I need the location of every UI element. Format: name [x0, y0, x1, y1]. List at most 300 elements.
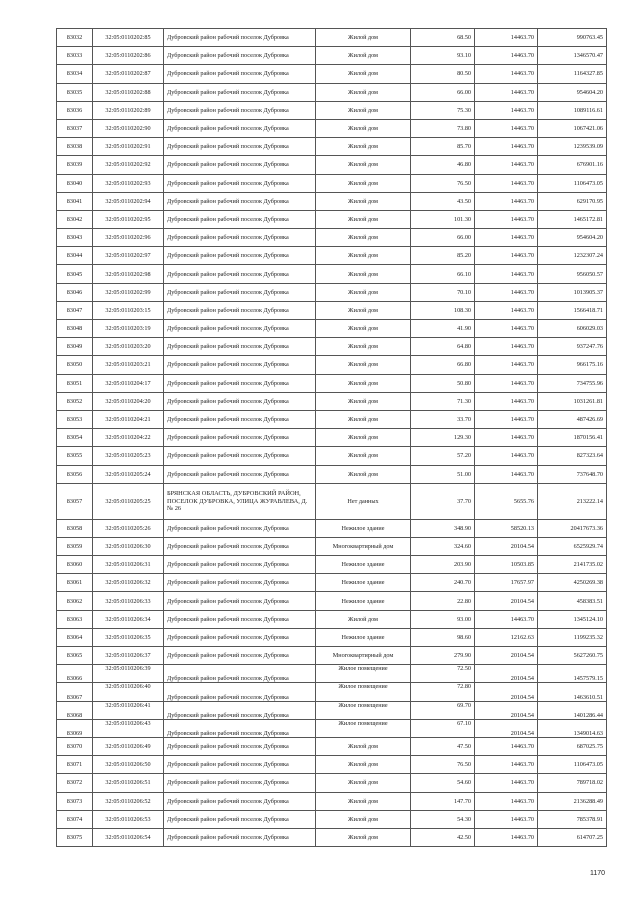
cell-object-type: Жилой дом: [316, 610, 411, 628]
cell-cadastral-value: 4250269.38: [538, 574, 607, 592]
cell-row-number: 83039: [57, 156, 93, 174]
cell-specific-value: 58520.13: [475, 519, 538, 537]
cell-object-type: Нежилое здание: [316, 519, 411, 537]
cell-row-number: 83037: [57, 119, 93, 137]
cell-row-number: 83075: [57, 828, 93, 846]
cell-area: 43.50: [411, 192, 475, 210]
table-row: [57, 301, 607, 319]
cell-object-type: Жилой дом: [316, 792, 411, 810]
cell-row-number: 83051: [57, 374, 93, 392]
cell-row-number: 83036: [57, 101, 93, 119]
cell-row-number: 83054: [57, 429, 93, 447]
table-row: [57, 810, 607, 828]
cell-object-type: Многоквартирный дом: [316, 537, 411, 555]
cell-specific-value: 14463.70: [475, 338, 538, 356]
cell-row-number: 83052: [57, 392, 93, 410]
cell-cadastral-number: 32:05:0110206:51: [93, 774, 164, 792]
cell-object-type: Жилой дом: [316, 828, 411, 846]
cell-object-type: Нежилое здание: [316, 574, 411, 592]
cell-specific-value: 20104.54: [475, 665, 538, 683]
table-row: [57, 683, 607, 701]
cell-area: 76.50: [411, 174, 475, 192]
cell-cadastral-value: 676901.16: [538, 156, 607, 174]
cell-object-type: Жилой дом: [316, 301, 411, 319]
cell-cadastral-value: 614707.25: [538, 828, 607, 846]
cell-object-type: Жилой дом: [316, 465, 411, 483]
cell-cadastral-value: 687025.75: [538, 737, 607, 755]
cell-area: 129.30: [411, 429, 475, 447]
cell-cadastral-number: 32:05:0110202:87: [93, 65, 164, 83]
table-row: [57, 647, 607, 665]
cell-cadastral-value: 1349014.63: [538, 719, 607, 737]
cell-row-number: 83060: [57, 556, 93, 574]
cell-area: 67.10: [411, 719, 475, 737]
cell-cadastral-number: 32:05:0110206:41: [93, 701, 164, 719]
table-row: [57, 483, 607, 519]
table-body: [57, 29, 607, 847]
cell-cadastral-value: 6525929.74: [538, 537, 607, 555]
cell-cadastral-number: 32:05:0110202:96: [93, 229, 164, 247]
cell-address: Дубровский район рабочий поселок Дубровка: [164, 628, 316, 646]
cell-address: Дубровский район рабочий поселок Дубровка: [164, 737, 316, 755]
cell-cadastral-value: 2136288.49: [538, 792, 607, 810]
cell-cadastral-number: 32:05:0110202:88: [93, 83, 164, 101]
cell-cadastral-value: 990763.45: [538, 29, 607, 47]
cell-row-number: 83069: [57, 719, 93, 737]
cell-cadastral-value: 954604.20: [538, 83, 607, 101]
cell-object-type: Жилой дом: [316, 374, 411, 392]
cell-cadastral-value: 629170.95: [538, 192, 607, 210]
cell-area: 64.80: [411, 338, 475, 356]
cell-row-number: 83044: [57, 247, 93, 265]
cell-row-number: 83046: [57, 283, 93, 301]
table-row: [57, 774, 607, 792]
cell-area: 203.90: [411, 556, 475, 574]
cell-cadastral-value: 1346570.47: [538, 47, 607, 65]
cell-object-type: Нежилое здание: [316, 556, 411, 574]
cell-area: 46.80: [411, 156, 475, 174]
cell-address: Дубровский район рабочий поселок Дубровка: [164, 320, 316, 338]
cell-address: Дубровский район рабочий поселок Дубровка: [164, 192, 316, 210]
cell-address: Дубровский район рабочий поселок Дубровка: [164, 719, 316, 737]
cell-cadastral-number: 32:05:0110202:86: [93, 47, 164, 65]
cell-address: Дубровский район рабочий поселок Дубровка: [164, 47, 316, 65]
cell-object-type: Жилое помещение: [316, 665, 411, 683]
cell-object-type: Жилой дом: [316, 138, 411, 156]
cell-specific-value: 14463.70: [475, 119, 538, 137]
cell-address: Дубровский район рабочий поселок Дубровка: [164, 429, 316, 447]
table-row: [57, 519, 607, 537]
cell-cadastral-value: 487426.69: [538, 410, 607, 428]
cell-object-type: Жилой дом: [316, 83, 411, 101]
cell-cadastral-value: 1106473.05: [538, 756, 607, 774]
cell-specific-value: 17657.97: [475, 574, 538, 592]
cell-address: Дубровский район рабочий поселок Дубровка: [164, 283, 316, 301]
cell-row-number: 83033: [57, 47, 93, 65]
cell-cadastral-number: 32:05:0110204:22: [93, 429, 164, 447]
cell-area: 240.70: [411, 574, 475, 592]
cell-specific-value: 20104.54: [475, 701, 538, 719]
cell-cadastral-value: 1566418.71: [538, 301, 607, 319]
cell-specific-value: 5655.76: [475, 483, 538, 519]
cell-area: 108.30: [411, 301, 475, 319]
table-row: [57, 737, 607, 755]
cell-cadastral-value: 1013905.37: [538, 283, 607, 301]
cell-address: Дубровский район рабочий поселок Дубровка: [164, 119, 316, 137]
cell-address: Дубровский район рабочий поселок Дубровка: [164, 174, 316, 192]
table-row: [57, 628, 607, 646]
cell-specific-value: 14463.70: [475, 283, 538, 301]
cell-cadastral-value: 789718.02: [538, 774, 607, 792]
table-row: [57, 610, 607, 628]
cell-row-number: 83048: [57, 320, 93, 338]
cell-row-number: 83050: [57, 356, 93, 374]
cell-area: 68.50: [411, 29, 475, 47]
cell-cadastral-number: 32:05:0110205:26: [93, 519, 164, 537]
cell-cadastral-number: 32:05:0110204:20: [93, 392, 164, 410]
cell-address: Дубровский район рабочий поселок Дубровка: [164, 810, 316, 828]
table-row: [57, 592, 607, 610]
cell-area: 41.90: [411, 320, 475, 338]
cell-object-type: Жилой дом: [316, 65, 411, 83]
cell-row-number: 83065: [57, 647, 93, 665]
cell-object-type: Жилой дом: [316, 338, 411, 356]
cell-cadastral-number: 32:05:0110206:30: [93, 537, 164, 555]
cell-cadastral-number: 32:05:0110206:33: [93, 592, 164, 610]
cell-row-number: 83041: [57, 192, 93, 210]
cell-row-number: 83045: [57, 265, 93, 283]
cell-row-number: 83064: [57, 628, 93, 646]
cell-specific-value: 20104.54: [475, 683, 538, 701]
table-row: [57, 756, 607, 774]
table-row: [57, 138, 607, 156]
cell-cadastral-number: 32:05:0110206:40: [93, 683, 164, 701]
cell-object-type: Жилой дом: [316, 283, 411, 301]
table-row: [57, 156, 607, 174]
cell-object-type: Жилой дом: [316, 210, 411, 228]
table-row: [57, 65, 607, 83]
cell-cadastral-value: 458383.51: [538, 592, 607, 610]
cell-row-number: 83074: [57, 810, 93, 828]
table-row: [57, 29, 607, 47]
cell-specific-value: 14463.70: [475, 301, 538, 319]
cell-object-type: Жилой дом: [316, 192, 411, 210]
cell-area: 22.80: [411, 592, 475, 610]
cell-specific-value: 14463.70: [475, 83, 538, 101]
cell-area: 101.30: [411, 210, 475, 228]
cell-area: 93.00: [411, 610, 475, 628]
cell-address: Дубровский район рабочий поселок Дубровка: [164, 29, 316, 47]
cell-cadastral-value: 1067421.06: [538, 119, 607, 137]
cell-cadastral-value: 5627260.75: [538, 647, 607, 665]
table-row: [57, 283, 607, 301]
cell-specific-value: 14463.70: [475, 810, 538, 828]
cell-specific-value: 14463.70: [475, 374, 538, 392]
cell-address: Дубровский район рабочий поселок Дубровка: [164, 138, 316, 156]
cell-address: Дубровский район рабочий поселок Дубровка: [164, 701, 316, 719]
cell-area: 85.70: [411, 138, 475, 156]
cell-row-number: 83034: [57, 65, 93, 83]
table-row: [57, 792, 607, 810]
cell-row-number: 83047: [57, 301, 93, 319]
cell-specific-value: 14463.70: [475, 410, 538, 428]
cell-specific-value: 14463.70: [475, 138, 538, 156]
cell-area: 47.50: [411, 737, 475, 755]
cell-address: Дубровский район рабочий поселок Дубровка: [164, 774, 316, 792]
cell-area: 348.90: [411, 519, 475, 537]
cell-object-type: Жилой дом: [316, 119, 411, 137]
cell-specific-value: 14463.70: [475, 29, 538, 47]
table-row: [57, 719, 607, 737]
cell-object-type: Жилое помещение: [316, 719, 411, 737]
table-row: [57, 429, 607, 447]
cell-specific-value: 14463.70: [475, 174, 538, 192]
cell-address: Дубровский район рабочий поселок Дубровка: [164, 828, 316, 846]
cell-specific-value: 20104.54: [475, 647, 538, 665]
cell-area: 50.80: [411, 374, 475, 392]
cell-row-number: 83049: [57, 338, 93, 356]
table-row: [57, 119, 607, 137]
cell-row-number: 83040: [57, 174, 93, 192]
cell-object-type: Жилой дом: [316, 29, 411, 47]
cell-specific-value: 10503.85: [475, 556, 538, 574]
cell-area: 71.30: [411, 392, 475, 410]
cell-area: 57.20: [411, 447, 475, 465]
cell-object-type: Нежилое здание: [316, 628, 411, 646]
cell-specific-value: 14463.70: [475, 737, 538, 755]
cell-specific-value: 14463.70: [475, 792, 538, 810]
cell-cadastral-number: 32:05:0110202:89: [93, 101, 164, 119]
cell-specific-value: 14463.70: [475, 229, 538, 247]
cell-address: Дубровский район рабочий поселок Дубровка: [164, 247, 316, 265]
cell-specific-value: 14463.70: [475, 828, 538, 846]
cell-cadastral-number: 32:05:0110202:92: [93, 156, 164, 174]
cell-address: Дубровский район рабочий поселок Дубровка: [164, 210, 316, 228]
cell-area: 85.20: [411, 247, 475, 265]
cell-cadastral-value: 1239539.09: [538, 138, 607, 156]
cell-object-type: Жилой дом: [316, 229, 411, 247]
cell-cadastral-value: 1345124.10: [538, 610, 607, 628]
cell-specific-value: 20104.54: [475, 719, 538, 737]
table-row: [57, 465, 607, 483]
cell-cadastral-number: 32:05:0110206:37: [93, 647, 164, 665]
cell-area: 93.10: [411, 47, 475, 65]
cell-row-number: 83055: [57, 447, 93, 465]
cell-cadastral-value: 1465172.81: [538, 210, 607, 228]
cell-cadastral-number: 32:05:0110205:23: [93, 447, 164, 465]
cell-area: 54.30: [411, 810, 475, 828]
cell-address: Дубровский район рабочий поселок Дубровка: [164, 792, 316, 810]
cell-cadastral-number: 32:05:0110206:50: [93, 756, 164, 774]
cell-row-number: 83062: [57, 592, 93, 610]
cell-object-type: Многоквартирный дом: [316, 647, 411, 665]
cell-area: 66.00: [411, 229, 475, 247]
cell-cadastral-number: 32:05:0110203:15: [93, 301, 164, 319]
cell-cadastral-number: 32:05:0110202:90: [93, 119, 164, 137]
table-row: [57, 665, 607, 683]
page-number: 1170: [590, 870, 606, 877]
cell-area: 72.50: [411, 665, 475, 683]
cell-row-number: 83042: [57, 210, 93, 228]
table-row: [57, 701, 607, 719]
cell-object-type: Жилой дом: [316, 410, 411, 428]
cell-object-type: Нет данных: [316, 483, 411, 519]
cell-cadastral-value: 827323.64: [538, 447, 607, 465]
cell-row-number: 83073: [57, 792, 93, 810]
cell-row-number: 83056: [57, 465, 93, 483]
cell-address: БРЯНСКАЯ ОБЛАСТЬ, ДУБРОВСКИЙ РАЙОН, ПОСЕЛОК ДУБРОВКА, УЛИЦА ЖУРАВЛЕВА, Д. № 26: [164, 483, 316, 519]
table-row: [57, 356, 607, 374]
cell-cadastral-number: 32:05:0110205:25: [93, 483, 164, 519]
table-row: [57, 210, 607, 228]
cell-object-type: Жилой дом: [316, 47, 411, 65]
cell-specific-value: 14463.70: [475, 210, 538, 228]
cell-specific-value: 14463.70: [475, 610, 538, 628]
cell-cadastral-value: 1199235.32: [538, 628, 607, 646]
cell-row-number: 83067: [57, 683, 93, 701]
cell-address: Дубровский район рабочий поселок Дубровка: [164, 647, 316, 665]
cell-area: 80.50: [411, 65, 475, 83]
table-row: [57, 447, 607, 465]
cell-address: Дубровский район рабочий поселок Дубровка: [164, 665, 316, 683]
cell-address: Дубровский район рабочий поселок Дубровка: [164, 410, 316, 428]
cell-address: Дубровский район рабочий поселок Дубровка: [164, 537, 316, 555]
table-row: [57, 265, 607, 283]
cell-row-number: 83070: [57, 737, 93, 755]
cell-object-type: Жилой дом: [316, 356, 411, 374]
cell-object-type: Жилой дом: [316, 156, 411, 174]
cell-row-number: 83063: [57, 610, 93, 628]
cell-specific-value: 14463.70: [475, 156, 538, 174]
table-row: [57, 192, 607, 210]
cell-cadastral-number: 32:05:0110206:54: [93, 828, 164, 846]
cell-cadastral-number: 32:05:0110203:20: [93, 338, 164, 356]
cell-cadastral-number: 32:05:0110206:49: [93, 737, 164, 755]
cell-area: 54.60: [411, 774, 475, 792]
cell-cadastral-number: 32:05:0110206:35: [93, 628, 164, 646]
cell-address: Дубровский район рабочий поселок Дубровка: [164, 229, 316, 247]
table-row: [57, 374, 607, 392]
cell-cadastral-value: 1106473.05: [538, 174, 607, 192]
cell-specific-value: 14463.70: [475, 774, 538, 792]
cell-object-type: Жилой дом: [316, 320, 411, 338]
cell-cadastral-number: 32:05:0110205:24: [93, 465, 164, 483]
cell-address: Дубровский район рабочий поселок Дубровка: [164, 356, 316, 374]
cell-object-type: Жилой дом: [316, 756, 411, 774]
cell-area: 42.50: [411, 828, 475, 846]
cell-address: Дубровский район рабочий поселок Дубровка: [164, 301, 316, 319]
cell-area: 279.90: [411, 647, 475, 665]
cell-specific-value: 14463.70: [475, 356, 538, 374]
cell-cadastral-value: 1164327.85: [538, 65, 607, 83]
cell-address: Дубровский район рабочий поселок Дубровка: [164, 465, 316, 483]
table-row: [57, 828, 607, 846]
cell-cadastral-value: 1089116.61: [538, 101, 607, 119]
cell-specific-value: 12162.63: [475, 628, 538, 646]
cell-cadastral-number: 32:05:0110202:91: [93, 138, 164, 156]
cell-cadastral-number: 32:05:0110206:34: [93, 610, 164, 628]
cell-cadastral-number: 32:05:0110206:52: [93, 792, 164, 810]
cell-address: Дубровский район рабочий поселок Дубровка: [164, 610, 316, 628]
cell-area: 66.00: [411, 83, 475, 101]
cell-cadastral-value: 1463610.51: [538, 683, 607, 701]
cell-address: Дубровский район рабочий поселок Дубровка: [164, 65, 316, 83]
cell-address: Дубровский район рабочий поселок Дубровка: [164, 338, 316, 356]
table-row: [57, 229, 607, 247]
cell-specific-value: 20104.54: [475, 592, 538, 610]
cell-cadastral-value: 954604.20: [538, 229, 607, 247]
cell-area: 72.80: [411, 683, 475, 701]
cell-area: 66.80: [411, 356, 475, 374]
cell-area: 51.00: [411, 465, 475, 483]
cell-object-type: Жилой дом: [316, 174, 411, 192]
cell-object-type: Жилой дом: [316, 447, 411, 465]
cell-cadastral-value: 20417673.36: [538, 519, 607, 537]
table-row: [57, 101, 607, 119]
cell-specific-value: 14463.70: [475, 392, 538, 410]
cell-cadastral-number: 32:05:0110202:99: [93, 283, 164, 301]
cell-cadastral-number: 32:05:0110206:31: [93, 556, 164, 574]
cell-cadastral-number: 32:05:0110202:98: [93, 265, 164, 283]
cell-area: 324.60: [411, 537, 475, 555]
cell-object-type: Жилой дом: [316, 737, 411, 755]
cell-object-type: Жилое помещение: [316, 701, 411, 719]
cell-cadastral-number: 32:05:0110203:21: [93, 356, 164, 374]
cell-cadastral-value: 1401286.44: [538, 701, 607, 719]
cell-specific-value: 14463.70: [475, 320, 538, 338]
cell-specific-value: 14463.70: [475, 47, 538, 65]
table-row: [57, 338, 607, 356]
table-row: [57, 537, 607, 555]
cell-address: Дубровский район рабочий поселок Дубровка: [164, 392, 316, 410]
table-row: [57, 47, 607, 65]
table-row: [57, 247, 607, 265]
cell-cadastral-value: 1232307.24: [538, 247, 607, 265]
cell-row-number: 83057: [57, 483, 93, 519]
cell-cadastral-value: 1031261.81: [538, 392, 607, 410]
cell-row-number: 83058: [57, 519, 93, 537]
cell-address: Дубровский район рабочий поселок Дубровка: [164, 592, 316, 610]
cell-address: Дубровский район рабочий поселок Дубровка: [164, 756, 316, 774]
cell-cadastral-value: 785378.91: [538, 810, 607, 828]
cell-object-type: Жилое помещение: [316, 683, 411, 701]
table-row: [57, 320, 607, 338]
cadastral-value-table: [56, 28, 607, 847]
cell-cadastral-number: 32:05:0110202:85: [93, 29, 164, 47]
cell-area: 70.10: [411, 283, 475, 301]
cell-area: 69.70: [411, 701, 475, 719]
cell-cadastral-number: 32:05:0110202:93: [93, 174, 164, 192]
cell-address: Дубровский район рабочий поселок Дубровка: [164, 683, 316, 701]
cell-address: Дубровский район рабочий поселок Дубровка: [164, 519, 316, 537]
cell-address: Дубровский район рабочий поселок Дубровка: [164, 374, 316, 392]
cell-address: Дубровский район рабочий поселок Дубровка: [164, 265, 316, 283]
cell-row-number: 83059: [57, 537, 93, 555]
cell-cadastral-number: 32:05:0110202:97: [93, 247, 164, 265]
cell-row-number: 83035: [57, 83, 93, 101]
cell-cadastral-value: 956050.57: [538, 265, 607, 283]
cell-specific-value: 14463.70: [475, 192, 538, 210]
cell-specific-value: 14463.70: [475, 247, 538, 265]
cell-row-number: 83071: [57, 756, 93, 774]
cell-object-type: Жилой дом: [316, 810, 411, 828]
cell-row-number: 83053: [57, 410, 93, 428]
cell-cadastral-number: 32:05:0110204:21: [93, 410, 164, 428]
table-row: [57, 410, 607, 428]
cell-cadastral-number: 32:05:0110206:39: [93, 665, 164, 683]
cell-object-type: Жилой дом: [316, 392, 411, 410]
cell-cadastral-value: 937247.76: [538, 338, 607, 356]
